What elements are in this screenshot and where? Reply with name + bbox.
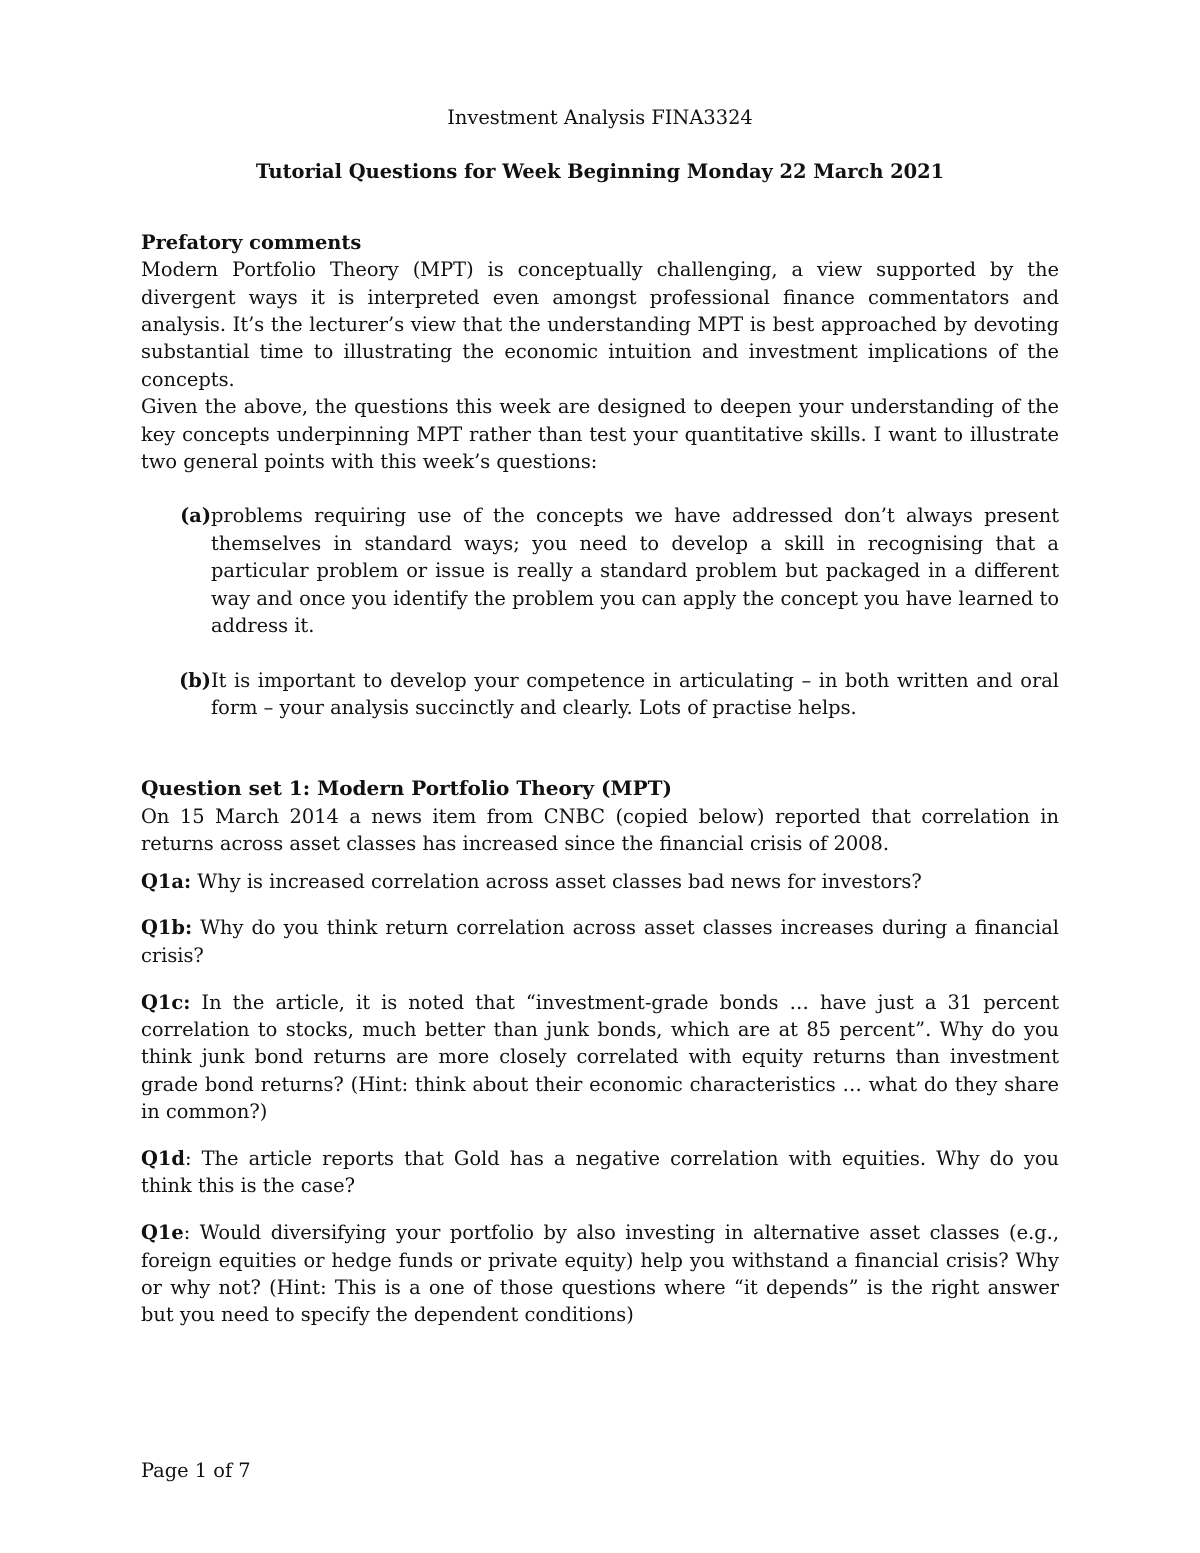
question-label: Q1c: [141, 990, 191, 1014]
list-item [141, 667, 1059, 722]
list-marker: (a) [180, 504, 211, 528]
question-set-intro: On 15 March 2014 a news item from CNBC (copied below) reported that correlation in returns across asset classes has increased since the financial crisis of 2008. [141, 804, 1059, 856]
page-number: Page 1 of 7 [141, 1459, 251, 1482]
question-text: In the article, it is noted that “investment-grade bonds … have just a 31 percent correlation to stocks, much better than junk bonds, which are at 85 percent”. Why do you think junk bond returns are more closely correlated with equity returns than investment grade bond returns? (Hint: think about their economic characteristics … what do they share in common?) [141, 990, 1059, 1124]
question-label: Q1d [141, 1146, 185, 1170]
question-text: Why do you think return correlation across asset classes increases during a financial crisis? [141, 916, 1059, 967]
prefatory-paragraph-1: Modern Portfolio Theory (MPT) is conceptually challenging, a view supported by the divergent ways it is interpreted even amongst professional finance commentators and analysis. It’s the lecturer’s view that the understanding MPT is best approached by devoting substantial time to illustrating the economic intuition and investment implications of the concepts. [141, 258, 1059, 391]
question-q1b [141, 914, 1059, 969]
question-q1c [141, 989, 1059, 1126]
question-label: Q1b: [141, 916, 193, 940]
page-content [141, 104, 1059, 1348]
list-marker: (b) [179, 668, 211, 692]
question-q1d [141, 1145, 1059, 1200]
prefatory-heading: Prefatory comments [141, 230, 362, 254]
list-item [141, 502, 1059, 639]
prefatory-paragraph-2: Given the above, the questions this week are designed to deepen your understanding of the key concepts underpinning MPT rather than test your quantitative skills. I want to illustrate two general points with this week’s questions: [141, 395, 1059, 474]
question-label: Q1e [141, 1221, 184, 1245]
general-points-list [141, 502, 1059, 721]
question-text: : Would diversifying your portfolio by also investing in alternative asset classes (e.g., foreign equities or hedge funds or private equity) help you withstand a financial crisis? Why or why not? (Hint: This is a one of those questions where “it depends” is the right answer but you need to specify the dependent conditions) [141, 1221, 1059, 1327]
question-text: : The article reports that Gold has a negative correlation with equities. Why do you think this is the case? [141, 1146, 1059, 1198]
question-set-heading: Question set 1: Modern Portfolio Theory (MPT) [141, 776, 672, 801]
course-title: Investment Analysis FINA3324 [447, 106, 753, 129]
question-label: Q1a: [141, 869, 192, 893]
list-item-text: It is important to develop your competence in articulating – in both written and oral form – your analysis succinctly and clearly. Lots of practise helps. [211, 668, 1059, 719]
list-item-text: problems requiring use of the concepts we have addressed don’t always present themselves in standard ways; you need to develop a skill in recognising that a particular problem or issue is really a standard problem but packaged in a different way and once you identify the problem you can apply the concept you have learned to address it. [211, 504, 1059, 638]
question-q1a [141, 868, 1059, 895]
document-title: Tutorial Questions for Week Beginning Monday 22 March 2021 [255, 160, 945, 184]
question-text: Why is increased correlation across asset classes bad news for investors? [197, 869, 922, 893]
question-q1e [141, 1219, 1059, 1329]
